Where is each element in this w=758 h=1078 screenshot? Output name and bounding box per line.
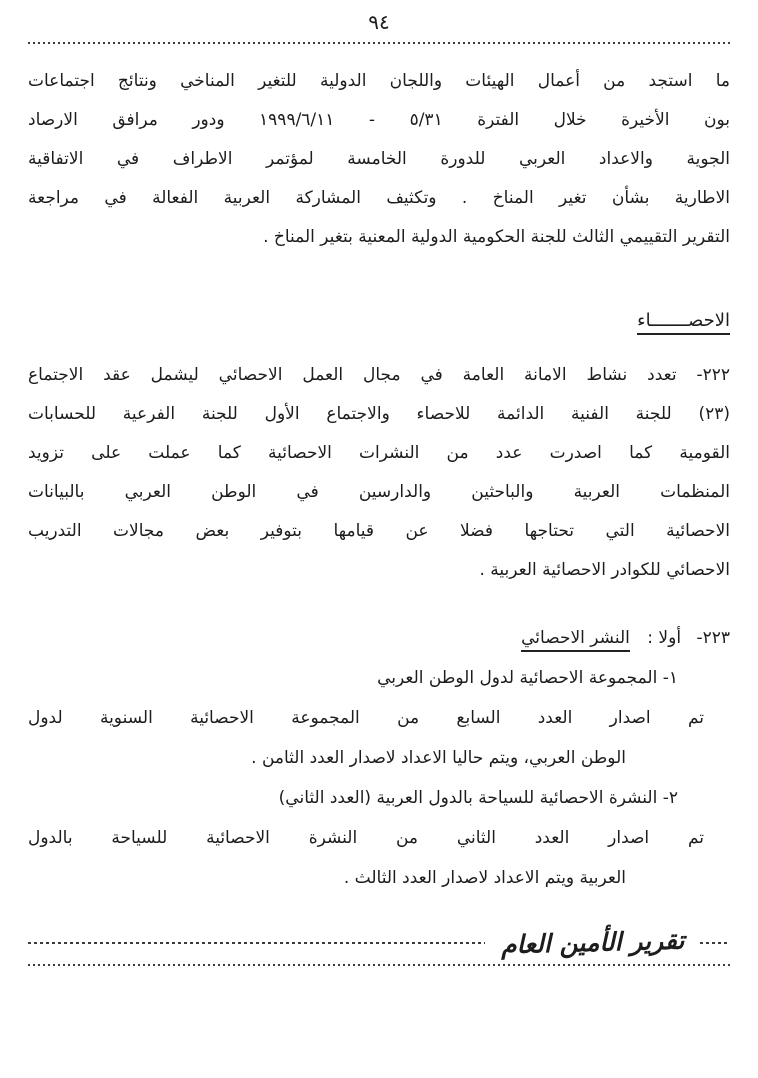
paragraph-line: بون الأخيرة خلال الفترة ٥/٣١ - ١٩٩٩/٦/١١ ودور مرافق الارصاد (28, 110, 730, 130)
page-number: ٩٤ (368, 10, 390, 34)
footer-signature-row (28, 925, 730, 960)
paragraph-line: (٢٣) للجنة الفنية الدائمة للاحصاء والاجتماع الأول للجنة الفرعية للحسابات (28, 404, 730, 424)
subsection-title: النشر الاحصائي (521, 628, 630, 652)
list-item-2-heading: ٢- النشرة الاحصائية للسياحة بالدول العربية (العدد الثاني) (278, 788, 678, 808)
document-body (0, 44, 758, 898)
paragraph-line: الاحصائية التي تحتاجها فضلا عن قيامها بتوفير بعض مجالات التدريب (28, 521, 730, 541)
paragraph-222 (28, 356, 730, 590)
list-item-1-heading: ١- المجموعة الاحصائية لدول الوطن العربي (377, 668, 678, 688)
statistics-section-heading (28, 301, 730, 340)
firstly-label: أولا : (647, 628, 682, 648)
statistics-heading-text: الاحصـــــــاء (637, 310, 730, 335)
statistical-publishing-section (28, 618, 730, 898)
paragraph-line: ما استجد من أعمال الهيئات واللجان الدولية للتغير المناخي ونتائج اجتماعات (28, 71, 730, 91)
paragraph-223-heading (28, 618, 730, 658)
paragraph-number: ٢٢٣- (696, 628, 730, 648)
bottom-divider (28, 964, 730, 966)
paragraph-line: الجوية والاعداد العربي للدورة الخامسة لمؤتمر الاطراف في الاتفاقية (28, 149, 730, 169)
paragraph-line: القومية كما اصدرت عدد من النشرات الاحصائية كما عملت على تزويد (28, 443, 730, 463)
paragraph-line: تم اصدار العدد السابع من المجموعة الاحصائية السنوية لدول (28, 708, 704, 728)
paragraph-line: التقرير التقييمي الثالث للجنة الحكومية الدولية المعنية بتغير المناخ . (263, 227, 730, 247)
paragraph-line: العربية ويتم الاعداد لاصدار العدد الثالث . (343, 868, 626, 888)
paragraph-line: الاطارية بشأن تغير المناخ . وتكثيف المشاركة العربية الفعالة في مراجعة (28, 188, 730, 208)
footer-signature: تقرير الأمين العام (500, 925, 685, 960)
paragraph-line: ٢٢٢- تعدد نشاط الامانة العامة في مجال العمل الاحصائي ليشمل عقد الاجتماع (28, 365, 730, 385)
paragraph-line: الوطن العربي، ويتم حاليا الاعداد لاصدار العدد الثامن . (251, 748, 626, 768)
intro-paragraph (28, 62, 730, 257)
paragraph-line: تم اصدار العدد الثاني من النشرة الاحصائية للسياحة بالدول (28, 828, 704, 848)
footer-dash-right (700, 942, 730, 944)
paragraph-line: المنظمات العربية والباحثين والدارسين في الوطن العربي بالبيانات (28, 482, 730, 502)
footer-dash-left (28, 942, 485, 944)
paragraph-line: الاحصائي للكوادر الاحصائية العربية . (479, 560, 730, 580)
